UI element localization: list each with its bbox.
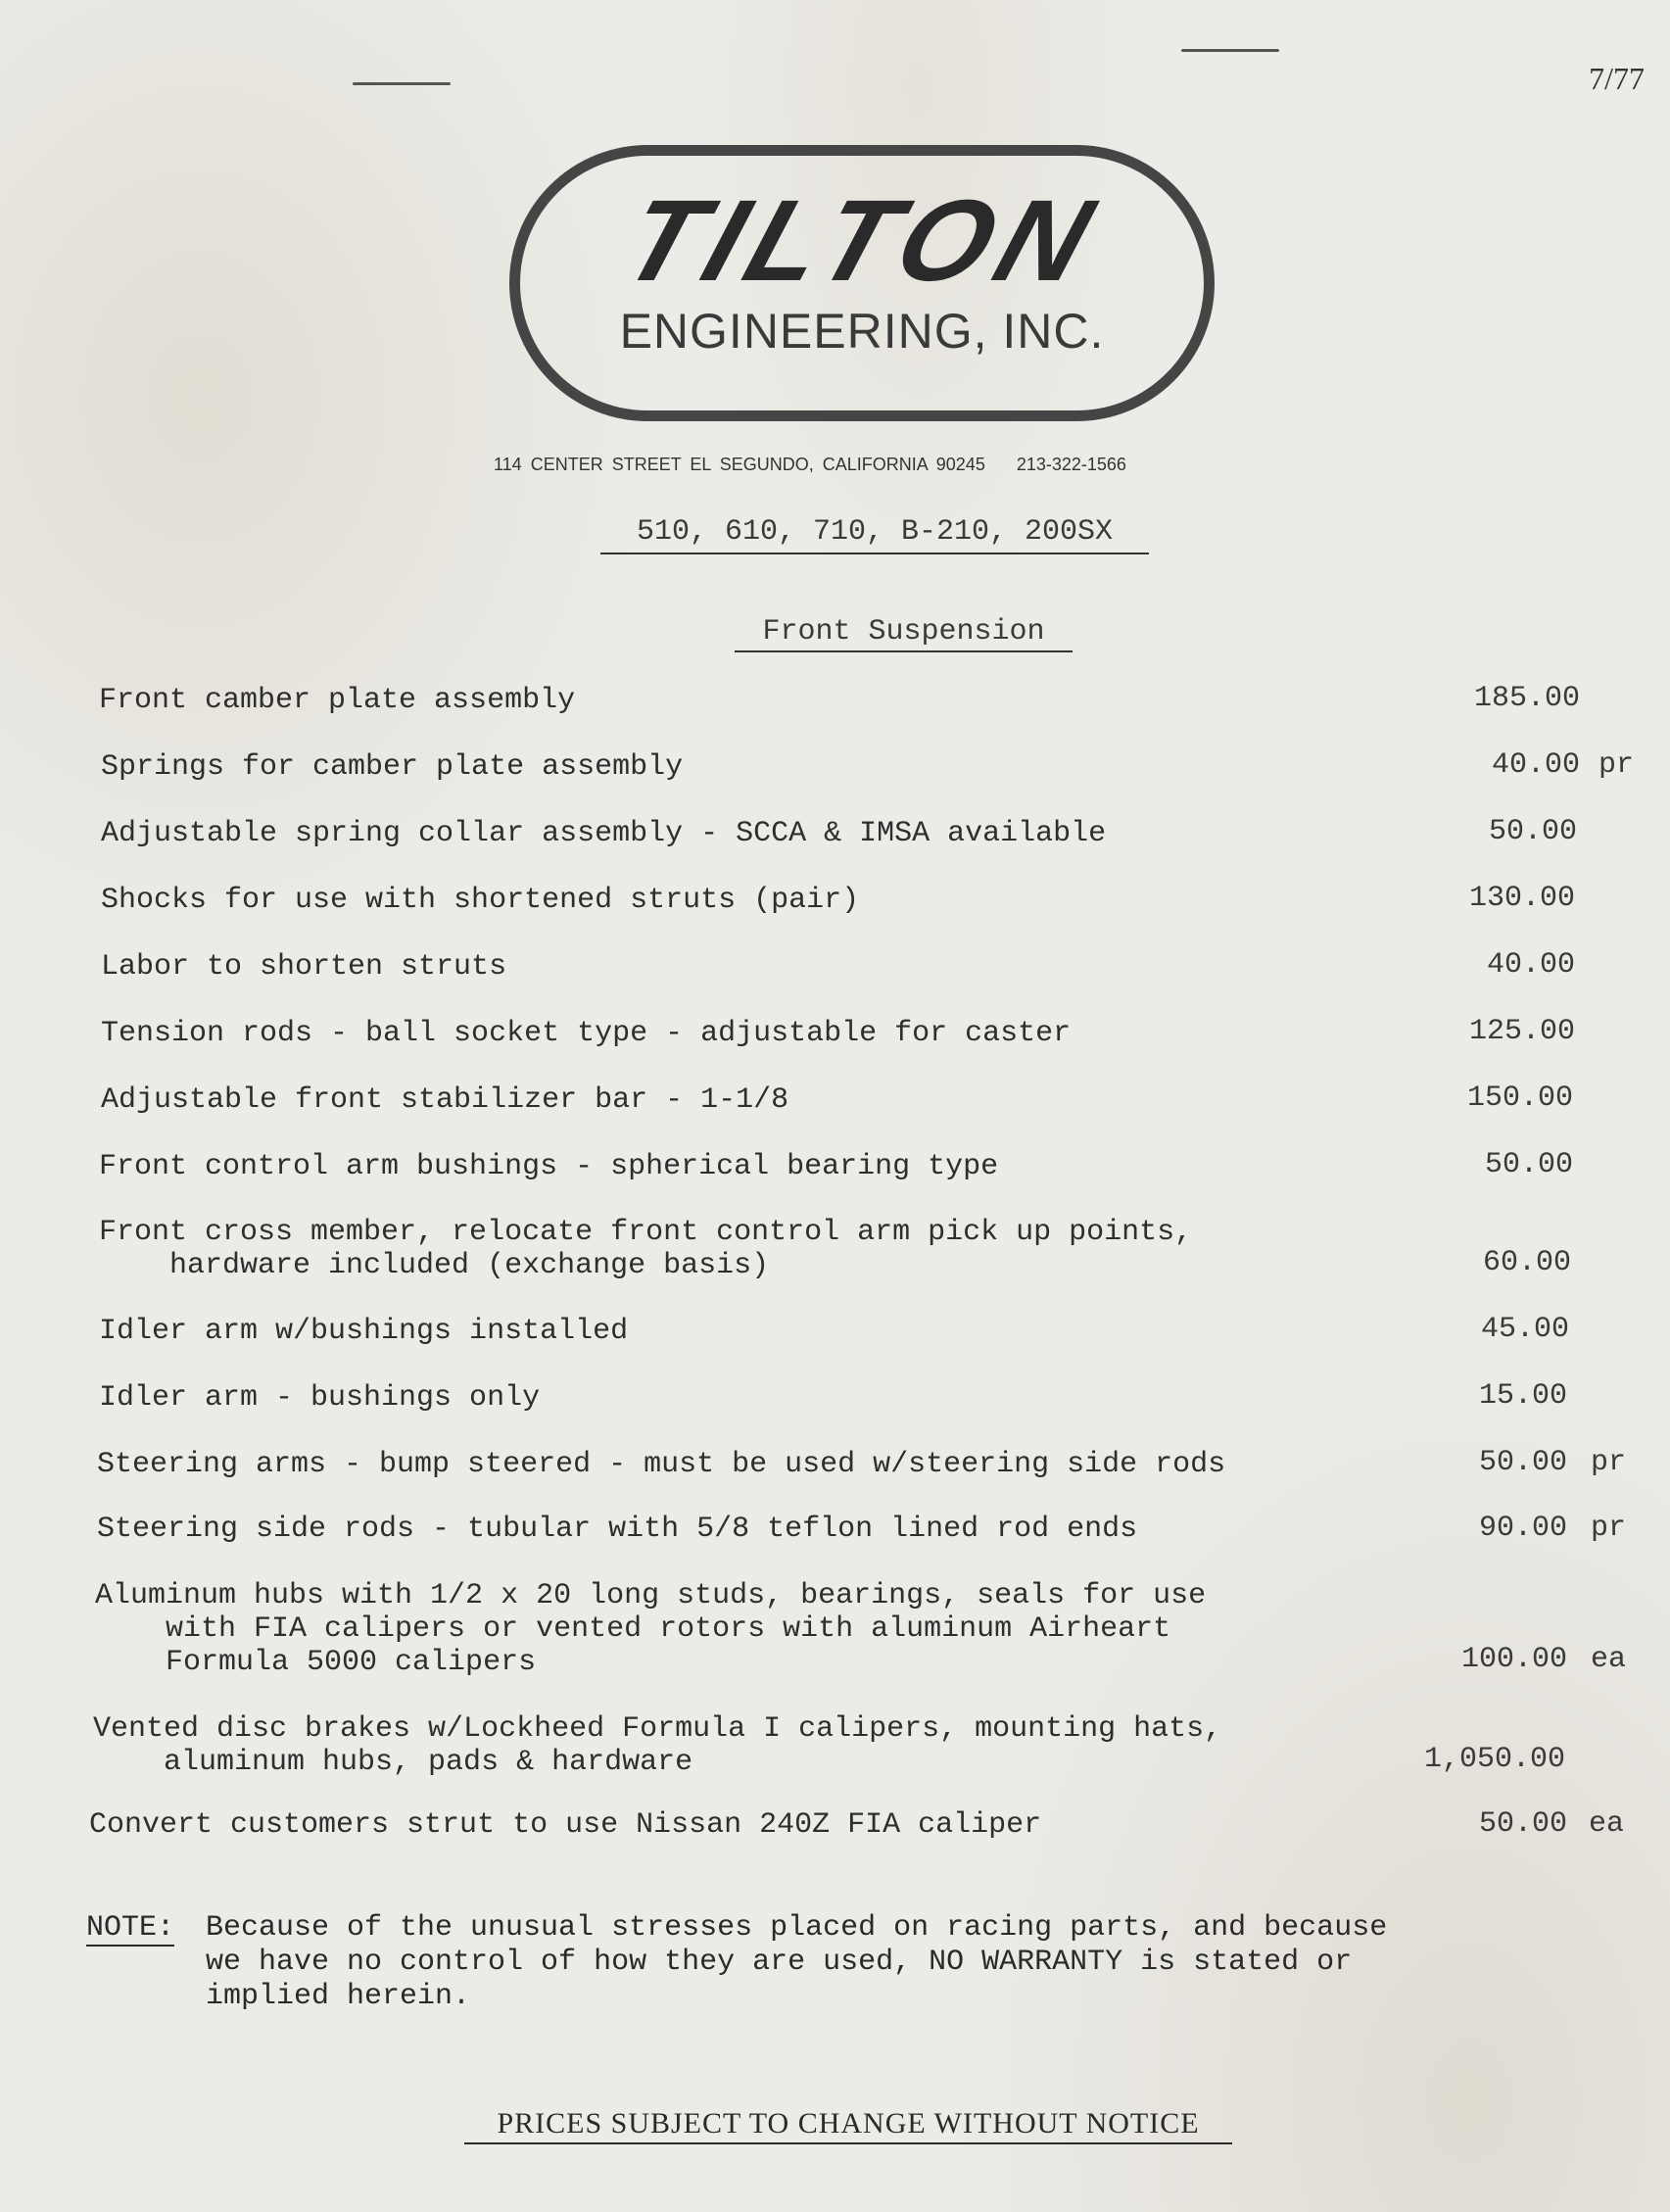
vehicle-models: 510, 610, 710, B-210, 200SX	[600, 515, 1149, 554]
item-unit: ea	[1589, 1807, 1625, 1841]
logo-wordmark: TILTON	[607, 176, 1117, 306]
company-name: ENGINEERING, INC.	[619, 304, 1105, 359]
item-description: Tension rods - ball socket type - adjustable for caster	[101, 1017, 1072, 1050]
footer-notice: PRICES SUBJECT TO CHANGE WITHOUT NOTICE	[464, 2107, 1232, 2144]
item-description: Front control arm bushings - spherical bearing type	[99, 1150, 999, 1183]
item-price: 185.00	[1473, 682, 1580, 715]
item-price: 1,050.00	[1423, 1743, 1565, 1776]
item-price: 50.00	[1478, 1807, 1567, 1841]
item-description: Adjustable spring collar assembly - SCCA & IMSA available	[101, 817, 1107, 850]
staple-mark-right	[1181, 49, 1279, 52]
section-title: Front Suspension	[735, 615, 1073, 652]
item-price: 90.00	[1478, 1512, 1567, 1545]
item-unit: ea	[1591, 1643, 1627, 1676]
staple-mark-left	[353, 82, 451, 85]
item-price: 60.00	[1482, 1246, 1571, 1279]
company-logo	[509, 145, 1215, 421]
item-price: 125.00	[1468, 1015, 1575, 1048]
item-price: 50.00	[1478, 1446, 1567, 1479]
item-unit: pr	[1598, 748, 1635, 782]
item-description: Convert customers strut to use Nissan 240Z FIA caliper	[89, 1808, 1042, 1842]
item-price: 50.00	[1488, 815, 1577, 848]
item-price: 50.00	[1484, 1148, 1573, 1181]
item-description: Idler arm w/bushings installed	[99, 1315, 629, 1348]
item-price: 150.00	[1466, 1082, 1573, 1115]
item-description: Steering arms - bump steered - must be used w/steering side rods	[97, 1448, 1226, 1481]
item-price: 100.00	[1460, 1643, 1567, 1676]
note-label: NOTE:	[86, 1911, 175, 1945]
item-price: 130.00	[1468, 882, 1575, 915]
company-address: 114 CENTER STREET EL SEGUNDO, CALIFORNIA 90245	[494, 455, 985, 474]
document-date: 7/77	[1589, 61, 1645, 96]
item-description: Aluminum hubs with 1/2 x 20 long studs, bearings, seals for use with FIA calipers or vented rotors with aluminum Airheart Formula 5000 calipers	[95, 1579, 1207, 1679]
item-price: 45.00	[1480, 1313, 1569, 1346]
item-unit: pr	[1591, 1446, 1627, 1479]
item-description: Shocks for use with shortened struts (pair)	[101, 884, 860, 917]
item-description: Vented disc brakes w/Lockheed Formula I calipers, mounting hats, aluminum hubs, pads & hardware	[93, 1712, 1222, 1779]
item-unit: pr	[1591, 1512, 1627, 1545]
item-price: 15.00	[1478, 1379, 1567, 1413]
item-price: 40.00	[1486, 948, 1575, 982]
item-description: Idler arm - bushings only	[99, 1381, 541, 1415]
item-description: Front cross member, relocate front control arm pick up points, hardware included (exchange basis)	[99, 1216, 1193, 1282]
company-phone: 213-322-1566	[1016, 455, 1126, 474]
item-description: Adjustable front stabilizer bar - 1-1/8	[101, 1083, 789, 1117]
note-text: Because of the unusual stresses placed on racing parts, and because we have no control of how they are used, NO WARRANTY is stated or implied herein.	[206, 1911, 1388, 2013]
item-description: Steering side rods - tubular with 5/8 teflon lined rod ends	[97, 1513, 1138, 1546]
company-address-line	[494, 455, 1238, 475]
item-price: 40.00	[1491, 748, 1580, 782]
item-description: Front camber plate assembly	[99, 684, 576, 717]
item-description: Labor to shorten struts	[101, 950, 507, 984]
item-description: Springs for camber plate assembly	[101, 750, 684, 784]
